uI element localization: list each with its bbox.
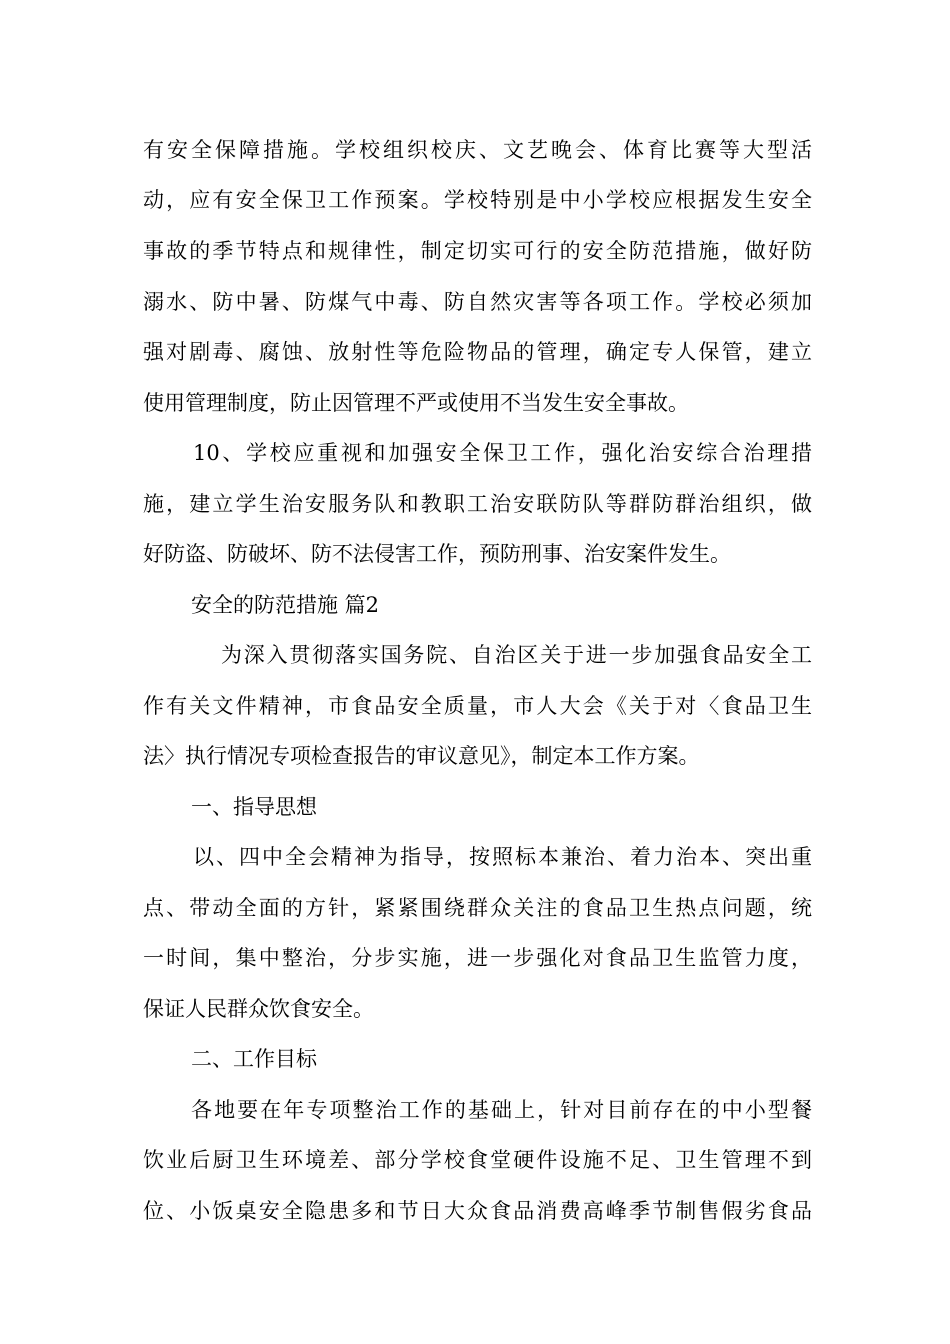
text-line: 一时间，集中整治，分步实施，进一步强化对食品卫生监管力度， (143, 946, 812, 970)
text-line: 事故的季节特点和规律性，制定切实可行的安全防范措施，做好防 (143, 239, 812, 263)
text-line: 使用管理制度，防止因管理不严或使用不当发生安全事故。 (143, 391, 689, 415)
text-line: 有安全保障措施。学校组织校庆、文艺晚会、体育比赛等大型活 (143, 138, 812, 162)
text-line: 点、带动全面的方针，紧紧围绕群众关注的食品卫生热点问题，统 (143, 896, 812, 920)
text-line: 动，应有安全保卫工作预案。学校特别是中小学校应根据发生安全 (143, 188, 812, 212)
text-line: 法〉执行情况专项检查报告的审议意见》，制定本工作方案。 (143, 744, 700, 768)
text-line: 溺水、防中暑、防煤气中毒、防自然灾害等各项工作。学校必须加 (143, 290, 812, 314)
text-line: 10、学校应重视和加强安全保卫工作，强化治安综合治理措 (193, 441, 812, 465)
text-line: 保证人民群众饮食安全。 (143, 997, 374, 1021)
text-line: 好防盗、防破坏、防不法侵害工作，预防刑事、治安案件发生。 (143, 542, 731, 566)
text-line: 饮业后厨卫生环境差、部分学校食堂硬件设施不足、卫生管理不到 (143, 1148, 812, 1172)
text-line: 作有关文件精神，市食品安全质量，市人大会《关于对〈食品卫生 (143, 694, 812, 718)
text-line: 为深入贯彻落实国务院、自治区关于进一步加强食品安全工 (221, 643, 812, 667)
text-line: 一、指导思想 (191, 795, 317, 819)
text-line: 施，建立学生治安服务队和教职工治安联防队等群防群治组织，做 (143, 492, 812, 516)
text-line: 二、工作目标 (191, 1047, 317, 1071)
text-line: 位、小饭桌安全隐患多和节日大众食品消费高峰季节制售假劣食品 (143, 1199, 812, 1223)
text-line: 各地要在年专项整治工作的基础上，针对目前存在的中小型餐 (191, 1098, 812, 1122)
text-line: 强对剧毒、腐蚀、放射性等危险物品的管理，确定专人保管，建立 (143, 340, 812, 364)
text-line: 以、四中全会精神为指导，按照标本兼治、着力治本、突出重 (193, 845, 812, 869)
text-line: 安全的防范措施 篇2 (191, 593, 380, 617)
